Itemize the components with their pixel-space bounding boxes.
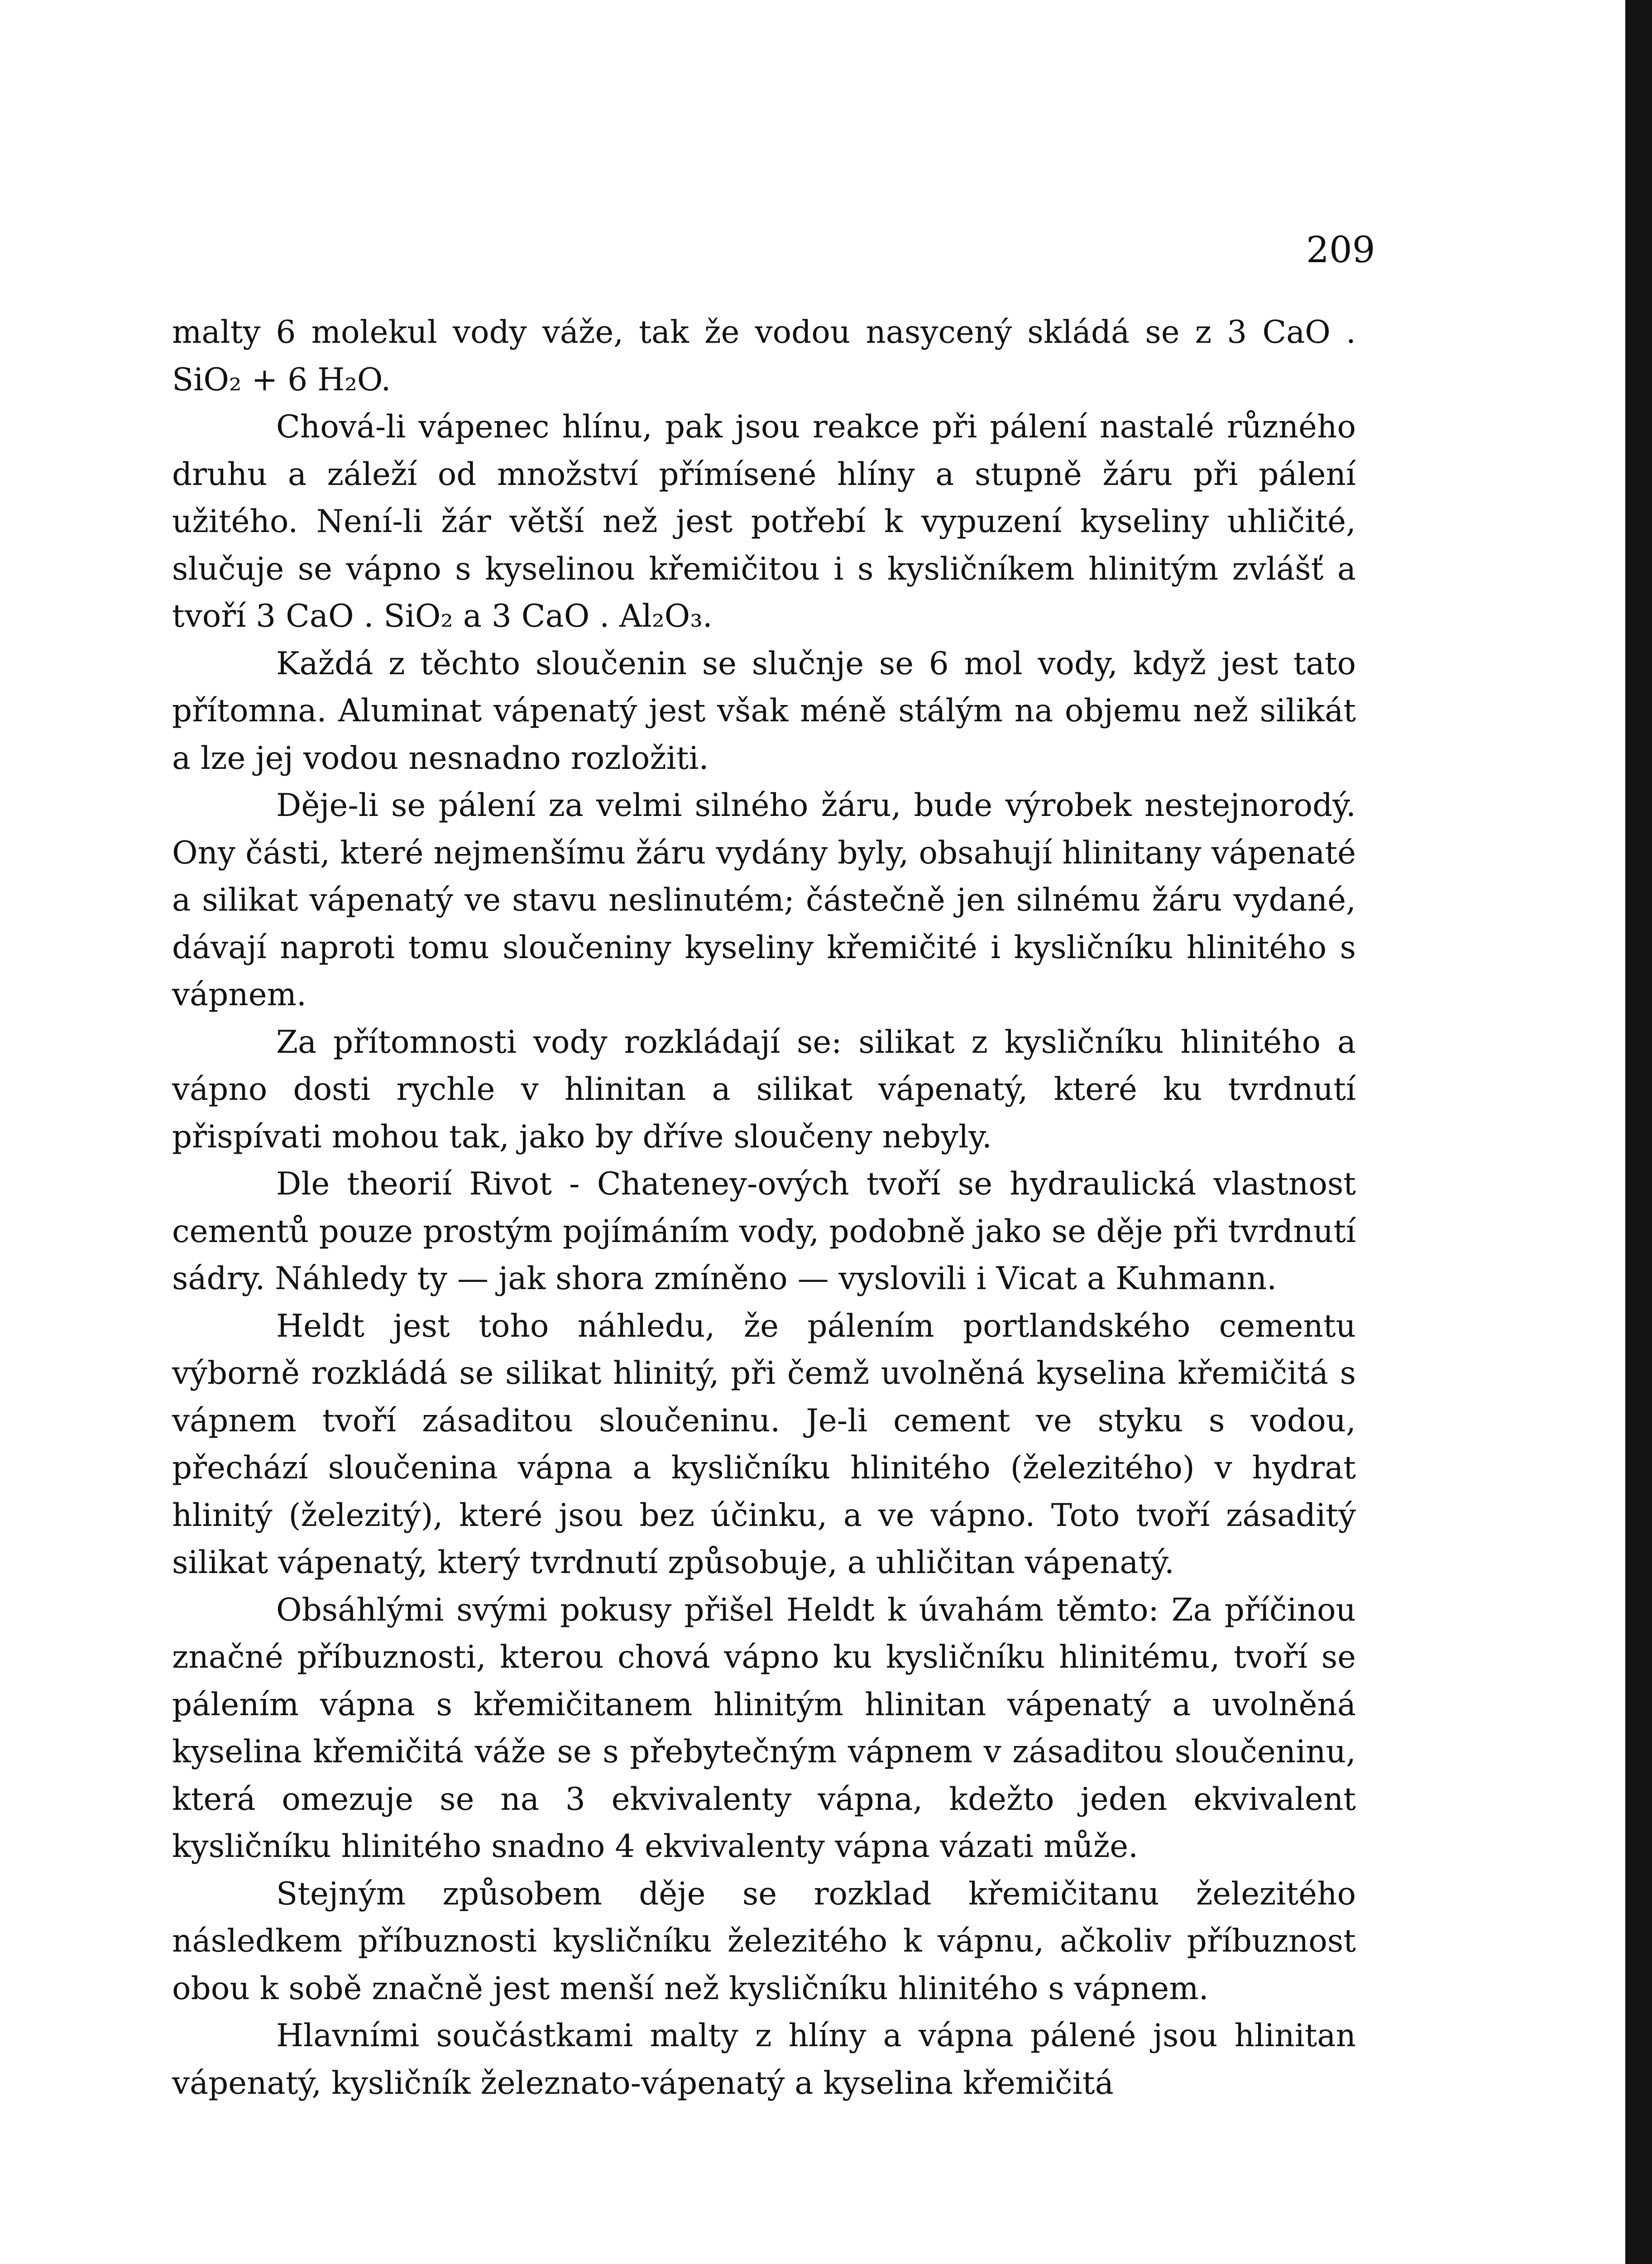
paragraph: Každá z těchto sloučenin se slučnje se 6 mol vody, když jest tato přítomna. Aluminat vápenatý jest však méně stálým na objemu než silikát a lze jej vodou nesnadno rozložiti. — [172, 645, 1356, 777]
body-text — [172, 309, 1356, 2107]
paragraph: Stejným způsobem děje se rozklad křemičitanu železitého následkem příbuznosti kysličníku železitého k vápnu, ačkoliv příbuznost obou k sobě značně jest menší než kysličníku hlinitého s vápnem. — [172, 1875, 1356, 2007]
paragraph: Heldt jest toho náhledu, že pálením portlandského cementu výborně rozkládá se silikat hlinitý, při čemž uvolněná kyselina křemičitá s vápnem tvoří zásaditou sloučeninu. Je-li cement ve styku s vodou, přechází sloučenina vápna a kysličníku hlinitého (železitého) v hydrat hlinitý (železitý), které jsou bez účinku, a ve vápno. Toto tvoří zásaditý silikat vápenatý, který tvrdnutí způsobuje, a uhličitan vápenatý. — [172, 1308, 1356, 1581]
page-number: 209 — [1306, 229, 1375, 271]
paragraph: Děje-li se pálení za velmi silného žáru, bude výrobek nestejnorodý. Ony části, které nejmenšímu žáru vydány byly, obsahují hlinitany vápenaté a silikat vápenatý ve stavu neslinutém; částečně jen silnému žáru vydané, dávají naproti tomu sloučeniny kyseliny křemičité i kysličníku hlinitého s vápnem. — [172, 787, 1356, 1013]
paragraph: Za přítomnosti vody rozkládají se: silikat z kysličníku hlinitého a vápno dosti rychle v hlinitan a silikat vápenatý, které ku tvrdnutí přispívati mohou tak, jako by dříve sloučeny nebyly. — [172, 1024, 1356, 1155]
paragraph: Dle theorií Rivot - Chateney-ových tvoří se hydraulická vlastnost cementů pouze prostým pojímáním vody, podobně jako se děje při tvrdnutí sádry. Náhledy ty — jak shora zmíněno — vyslovili i Vicat a Kuhmann. — [172, 1166, 1356, 1297]
paragraph: Chová-li vápenec hlínu, pak jsou reakce při pálení nastalé různého druhu a záleží od množství přímísené hlíny a stupně žáru při pálení užitého. Není-li žár větší než jest potřebí k vypuzení kyseliny uhličité, slučuje se vápno s kyselinou křemičitou i s kysličníkem hlinitým zvlášť a tvoří 3 CaO . SiO₂ a 3 CaO . Al₂O₃. — [172, 409, 1356, 634]
paragraph: malty 6 molekul vody váže, tak že vodou nasycený skládá se z 3 CaO . SiO₂ + 6 H₂O. — [172, 314, 1356, 398]
paragraph: Hlavními součástkami malty z hlíny a vápna pálené jsou hlinitan vápenatý, kysličník železnato-vápenatý a kyselina křemičitá — [172, 2018, 1356, 2101]
scan-border-right — [1625, 0, 1652, 2264]
paragraph: Obsáhlými svými pokusy přišel Heldt k úvahám těmto: Za příčinou značné příbuznosti, kterou chová vápno ku kysličníku hlinitému, tvoří se pálením vápna s křemičitanem hlinitým hlinitan vápenatý a uvolněná kyselina křemičitá váže se s přebytečným vápnem v zásaditou sloučeninu, která omezuje se na 3 ekvivalenty vápna, kdežto jeden ekvivalent kysličníku hlinitého snadno 4 ekvivalenty vápna vázati může. — [172, 1592, 1356, 1865]
